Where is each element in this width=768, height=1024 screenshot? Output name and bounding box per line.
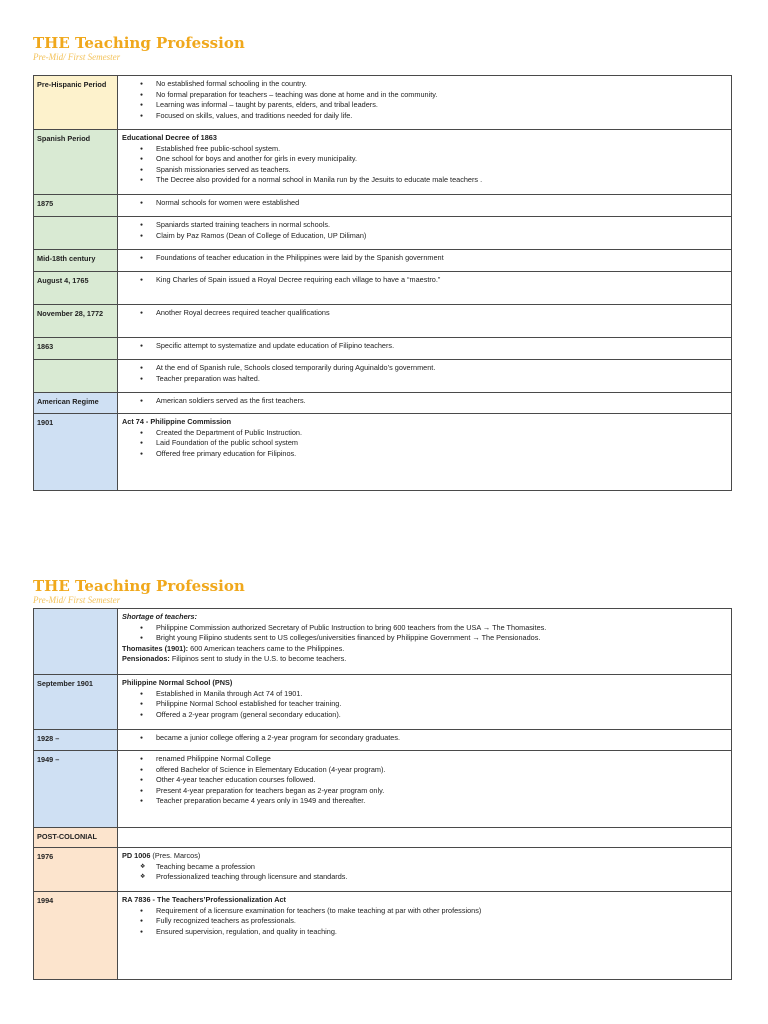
list-item: ● Offered free primary education for Filipinos. [156,449,727,460]
period-cell: Spanish Period [34,130,118,195]
bullet-list [122,623,727,644]
bullet-list [122,733,727,744]
bullet-list [122,308,727,319]
list-item: ● Laid Foundation of the public school system [156,438,727,449]
period-cell: Pre-Hispanic Period [34,76,118,130]
list-item: ● At the end of Spanish rule, Schools closed temporarily during Aguinaldo’s government. [156,363,727,374]
list-item: ❖ Professionalized teaching through licensure and standards. [156,872,727,883]
list-item: ● became a junior college offering a 2-year program for secondary graduates. [156,733,727,744]
list-item: ● Teacher preparation became 4 years only in 1949 and thereafter. [156,796,727,807]
content-cell [118,305,732,338]
content-cell [118,892,732,980]
list-item: ● The Decree also provided for a normal school in Manila run by the Jesuits to educate male teachers . [156,175,727,186]
bullet-list [122,198,727,209]
bullet-list [122,341,727,352]
list-item: ● Spanish missionaries served as teachers. [156,165,727,176]
page-2 [33,577,732,606]
content-cell [118,272,732,305]
table-row [34,272,732,305]
list-item: ● Offered a 2-year program (general secondary education). [156,710,727,721]
period-cell: November 28, 1772 [34,305,118,338]
row-heading: Philippine Normal School (PNS) [122,678,233,687]
table-row [34,414,732,491]
period-cell [34,360,118,393]
period-cell: August 4, 1765 [34,272,118,305]
table-row [34,305,732,338]
list-item: ● Present 4-year preparation for teachers began as 2-year program only. [156,786,727,797]
content-cell [118,609,732,675]
list-item: ● Focused on skills, values, and traditions needed for daily life. [156,111,727,122]
content-cell [118,751,732,828]
table-row [34,76,732,130]
list-item: ● No formal preparation for teachers – teaching was done at home and in the community. [156,90,727,101]
table-row [34,848,732,892]
period-cell: 1976 [34,848,118,892]
list-item: ● One school for boys and another for girls in every municipality. [156,154,727,165]
list-item: ● Philippine Commission authorized Secretary of Public Instruction to bring 600 teachers from the USA → The Thomasites. [156,623,727,634]
definition-line: Thomasites (1901): 600 American teachers came to the Philippines. [122,643,345,653]
page-2-subtitle: Pre-Mid/ First Semester [33,595,121,605]
period-cell: 1863 [34,338,118,360]
bullet-list [122,220,727,241]
content-cell [118,217,732,250]
content-cell [118,828,732,848]
row-heading: Educational Decree of 1863 [122,133,217,142]
bullet-list [122,253,727,264]
bullet-list [122,754,727,807]
list-item: ● King Charles of Spain issued a Royal Decree requiring each village to have a “maestro.” [156,275,727,286]
list-item: ● Spaniards started training teachers in normal schools. [156,220,727,231]
page-1 [33,34,732,63]
row-heading: Shortage of teachers: [122,612,198,621]
table-row [34,609,732,675]
content-cell [118,360,732,393]
table-row [34,828,732,848]
list-item: ● offered Bachelor of Science in Elementary Education (4-year program). [156,765,727,776]
row-heading: Act 74 - Philippine Commission [122,417,232,426]
list-item: ● No established formal schooling in the country. [156,79,727,90]
period-cell: 1994 [34,892,118,980]
page-1-subtitle: Pre-Mid/ First Semester [33,52,121,62]
period-cell: 1901 [34,414,118,491]
bullet-list [122,428,727,460]
table-row [34,675,732,730]
content-cell [118,195,732,217]
list-item: ● Fully recognized teachers as professionals. [156,916,727,927]
list-item: ● Other 4-year teacher education courses followed. [156,775,727,786]
list-item: ● Normal schools for women were established [156,198,727,209]
list-item: ● renamed Philippine Normal College [156,754,727,765]
table-row [34,360,732,393]
timeline-table-1 [33,75,732,491]
list-item: ● Foundations of teacher education in the Philippines were laid by the Spanish government [156,253,727,264]
diamond-list [122,862,727,883]
timeline-table-2 [33,608,732,980]
table-row [34,130,732,195]
period-cell [34,217,118,250]
table-row [34,751,732,828]
table-row [34,250,732,272]
table-row [34,338,732,360]
bullet-list [122,689,727,721]
table-1-wrap [33,75,732,491]
content-cell [118,338,732,360]
list-item: ● Created the Department of Public Instruction. [156,428,727,439]
period-cell: September 1901 [34,675,118,730]
list-item: ● Another Royal decrees required teacher qualifications [156,308,727,319]
list-item: ● Established in Manila through Act 74 of 1901. [156,689,727,700]
content-cell [118,848,732,892]
list-item: ● Specific attempt to systematize and update education of Filipino teachers. [156,341,727,352]
list-item: ● Teacher preparation was halted. [156,374,727,385]
bullet-list [122,396,727,407]
content-cell [118,130,732,195]
page-1-title: THE Teaching Profession [33,34,245,52]
period-cell: 1928 – [34,730,118,751]
content-cell [118,76,732,130]
list-item: ● Bright young Filipino students sent to US colleges/universities financed by Philippine Government → The Pensionados. [156,633,727,644]
bullet-list [122,79,727,121]
table-row [34,393,732,414]
definition-line: Pensionados: Filipinos sent to study in the U.S. to become teachers. [122,654,347,663]
bullet-list [122,144,727,186]
period-cell: POST-COLONIAL [34,828,118,848]
table-row [34,892,732,980]
bullet-list [122,906,727,938]
period-cell [34,609,118,675]
table-2-wrap [33,608,732,980]
list-item: ● Ensured supervision, regulation, and quality in teaching. [156,927,727,938]
content-cell [118,675,732,730]
list-item: ❖ Teaching became a profession [156,862,727,873]
period-cell: Mid-18th century [34,250,118,272]
bullet-list [122,275,727,286]
period-cell: American Regime [34,393,118,414]
list-item: ● Learning was informal – taught by parents, elders, and tribal leaders. [156,100,727,111]
content-cell [118,730,732,751]
content-cell [118,250,732,272]
table-row [34,730,732,751]
bullet-list [122,363,727,384]
content-cell [118,414,732,491]
content-cell [118,393,732,414]
period-cell: 1949 – [34,751,118,828]
table-row [34,217,732,250]
row-heading: PD 1006 (Pres. Marcos) [122,851,201,860]
period-cell: 1875 [34,195,118,217]
list-item: ● Requirement of a licensure examination for teachers (to make teaching at par with other professions) [156,906,727,917]
list-item: ● American soldiers served as the first teachers. [156,396,727,407]
list-item: ● Established free public-school system. [156,144,727,155]
table-row [34,195,732,217]
page-2-title: THE Teaching Profession [33,577,245,595]
row-heading: RA 7836 - The Teachers’Professionalization Act [122,895,286,904]
list-item: ● Claim by Paz Ramos (Dean of College of Education, UP Diliman) [156,231,727,242]
list-item: ● Philippine Normal School established for teacher training. [156,699,727,710]
